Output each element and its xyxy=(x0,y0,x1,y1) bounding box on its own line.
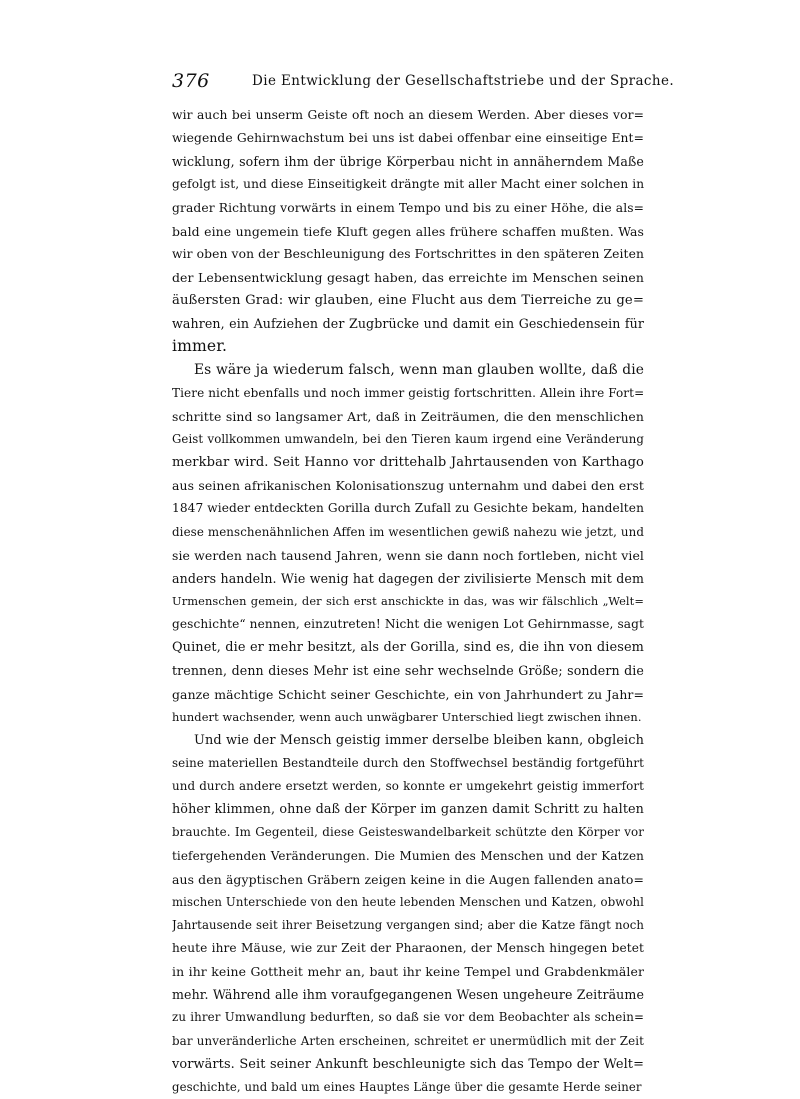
text-line: seine materiellen Bestandteile durch den Stoffwechsel beständig fortgeführt xyxy=(172,755,644,770)
text-line: ganze mächtige Schicht seiner Geschichte, ein von Jahrhundert zu Jahr= xyxy=(172,686,644,702)
text-line: brauchte. Im Gegenteil, diese Geisteswandelbarkeit schützte den Körper vor xyxy=(172,825,644,840)
running-head: Die Entwicklung der Gesellschaftstriebe und der Sprache. xyxy=(252,73,675,89)
body-text xyxy=(172,104,644,1099)
text-line: in ihr keine Gottheit mehr an, baut ihr keine Tempel und Grabdenkmäler xyxy=(172,964,644,980)
text-line: anders handeln. Wie wenig hat dagegen der zivilisierte Mensch mit dem xyxy=(172,570,644,586)
text-line: merkbar wird. Seit Hanno vor drittehalb Jahrtausenden von Karthago xyxy=(172,455,644,471)
text-line: grader Richtung vorwärts in einem Tempo und bis zu einer Höhe, die als= xyxy=(172,200,644,215)
text-line: mischen Unterschiede von den heute lebenden Menschen und Katzen, obwohl xyxy=(172,894,644,909)
text-line: sie werden nach tausend Jahren, wenn sie dann noch fortleben, nicht viel xyxy=(172,547,644,563)
text-line: wicklung, sofern ihm der übrige Körperbau nicht in annäherndem Maße xyxy=(172,154,644,170)
text-line: schritte sind so langsamer Art, daß in Zeiträumen, die den menschlichen xyxy=(172,408,644,424)
text-line: wahren, ein Aufziehen der Zugbrücke und damit ein Geschiedensein für xyxy=(172,316,644,332)
text-line: 1847 wieder entdeckten Gorilla durch Zufall zu Gesichte bekam, handelten xyxy=(172,501,644,516)
text-line: äußersten Grad: wir glauben, eine Flucht aus dem Tierreiche zu ge= xyxy=(172,293,644,309)
text-line: diese menschenähnlichen Affen im wesentlichen gewiß nahezu wie jetzt, und xyxy=(172,524,644,539)
paragraph xyxy=(172,729,644,1099)
text-line: Und wie der Mensch geistig immer derselbe bleiben kann, obgleich xyxy=(194,732,644,748)
text-line: zu ihrer Umwandlung bedurften, so daß sie vor dem Beobachter als schein= xyxy=(172,1010,644,1025)
text-line: wir auch bei unserm Geiste oft noch an diesem Werden. Aber dieses vor= xyxy=(172,108,644,122)
text-line: und durch andere ersetzt werden, so konnte er umgekehrt geistig immerfort xyxy=(172,779,644,794)
text-line: gefolgt ist, und diese Einseitigkeit drängte mit aller Macht einer solchen in xyxy=(172,177,644,192)
text-line: Jahrtausende seit ihrer Beisetzung vergangen sind; aber die Katze fängt noch xyxy=(172,917,644,932)
text-line: Tiere nicht ebenfalls und noch immer geistig fortschritten. Allein ihre Fort= xyxy=(172,385,644,400)
paragraph xyxy=(172,104,644,359)
text-line: Quinet, die er mehr besitzt, als der Gorilla, sind es, die ihn von diesem xyxy=(172,640,644,656)
text-line: trennen, denn dieses Mehr ist eine sehr wechselnde Größe; sondern die xyxy=(172,663,644,679)
text-line: tiefergehenden Veränderungen. Die Mumien des Menschen und der Katzen xyxy=(172,848,644,863)
text-line: der Lebensentwicklung gesagt haben, das erreichte im Menschen seinen xyxy=(172,269,644,285)
text-line: höher klimmen, ohne daß der Körper im ganzen damit Schritt zu halten xyxy=(172,802,644,818)
text-line: hundert wachsender, wenn auch unwägbarer Unterschied liegt zwischen ihnen. xyxy=(172,709,642,724)
text-line: aus seinen afrikanischen Kolonisationszug unternahm und dabei den erst xyxy=(172,478,644,494)
text-line: Urmenschen gemein, der sich erst anschickte in das, was wir fälschlich „Welt= xyxy=(172,593,644,608)
page-header xyxy=(172,70,675,94)
text-line: heute ihre Mäuse, wie zur Zeit der Pharaonen, der Mensch hingegen betet xyxy=(172,941,644,956)
text-line: immer. xyxy=(172,337,228,356)
text-line: bald eine ungemein tiefe Kluft gegen alles frühere schaffen mußten. Was xyxy=(172,223,644,239)
text-line: vorwärts. Seit seiner Ankunft beschleunigte sich das Tempo der Welt= xyxy=(172,1056,644,1072)
text-line: geschichte, und bald um eines Hauptes Länge über die gesamte Herde seiner xyxy=(172,1079,642,1094)
text-line: wir oben von der Beschleunigung des Fortschrittes in den späteren Zeiten xyxy=(172,246,644,261)
text-line: geschichte“ nennen, einzutreten! Nicht die wenigen Lot Gehirnmasse, sagt xyxy=(172,617,644,632)
page-number: 376 xyxy=(172,70,210,92)
text-line: Es wäre ja wiederum falsch, wenn man glauben wollte, daß die xyxy=(194,361,644,378)
text-line: wiegende Gehirnwachstum bei uns ist dabei offenbar eine einseitige Ent= xyxy=(172,131,644,146)
text-line: Geist vollkommen umwandeln, bei den Tieren kaum irgend eine Veränderung xyxy=(172,431,644,446)
text-line: aus den ägyptischen Gräbern zeigen keine in die Augen fallenden anato= xyxy=(172,871,644,887)
text-line: bar unveränderliche Arten erscheinen, schreitet er unermüdlich mit der Zeit xyxy=(172,1033,644,1048)
paragraph xyxy=(172,359,644,729)
text-line: mehr. Während alle ihm voraufgegangenen Wesen ungeheure Zeiträume xyxy=(172,987,644,1003)
